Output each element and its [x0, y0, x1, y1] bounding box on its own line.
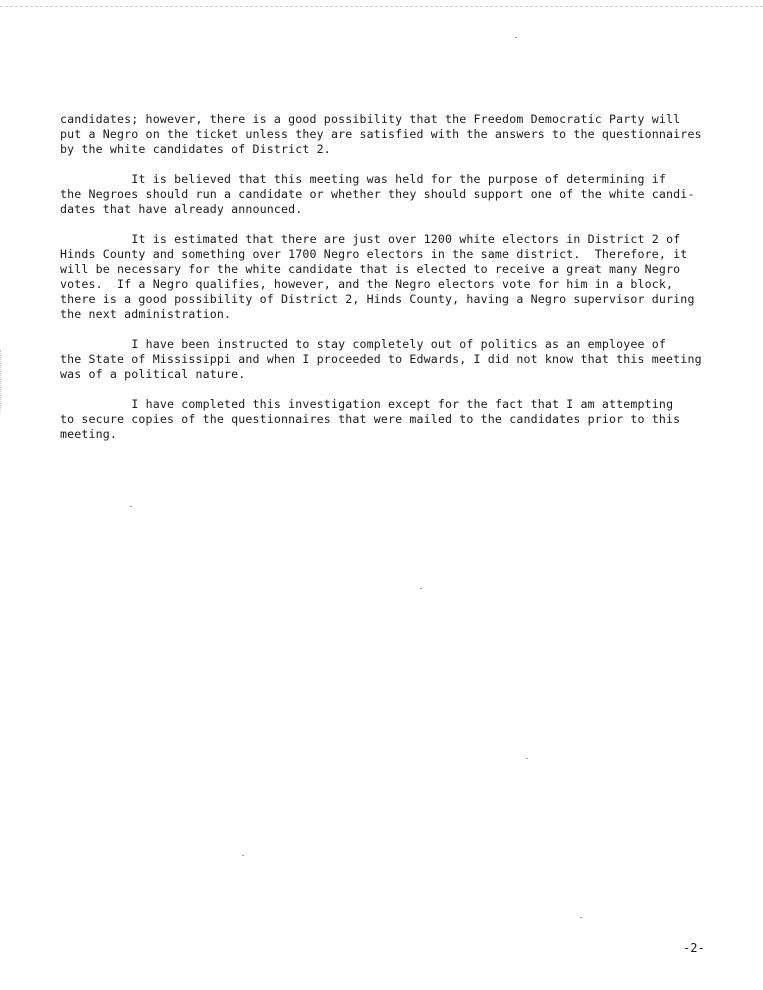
scan-speck: [242, 855, 244, 856]
document-body: [60, 112, 740, 457]
paragraph: candidates; however, there is a good possibility that the Freedom Democratic Party will put a Negro on the ticket unless they are satisfied with the answers to the questionnaires by the white candidates of District 2.: [60, 112, 702, 156]
paragraph: It is believed that this meeting was held for the purpose of determining if the Negroes should run a candidate or whether they should support one of the white candi- dates that have already announced.: [60, 172, 695, 216]
scan-speck: [580, 917, 582, 918]
page-number: -2-: [683, 941, 705, 955]
scanned-left-edge: [0, 350, 3, 410]
scan-speck: [420, 588, 422, 589]
scanned-top-edge: [0, 0, 763, 7]
paragraph: I have completed this investigation except for the fact that I am attempting to secure copies of the questionnaires that were mailed to the candidates prior to this meeting.: [60, 397, 681, 441]
scan-speck: [130, 506, 132, 507]
scan-speck: [515, 37, 517, 38]
paragraph: It is estimated that there are just over 1200 white electors in District 2 of Hinds County and something over 1700 Negro electors in the same district. Therefore, it will be necessary for the white candidate that is elected to receive a great many Negro votes. If a Negro qualifies, however, and the Negro electors vote for him in a block, there is a good possibility of District 2, Hinds County, having a Negro supervisor during the next administration.: [60, 232, 695, 321]
paragraph: I have been instructed to stay completely out of politics as an employee of the State of Mississippi and when I proceeded to Edwards, I did not know that this meeting was of a political nature.: [60, 337, 702, 381]
scan-speck: [526, 758, 528, 759]
